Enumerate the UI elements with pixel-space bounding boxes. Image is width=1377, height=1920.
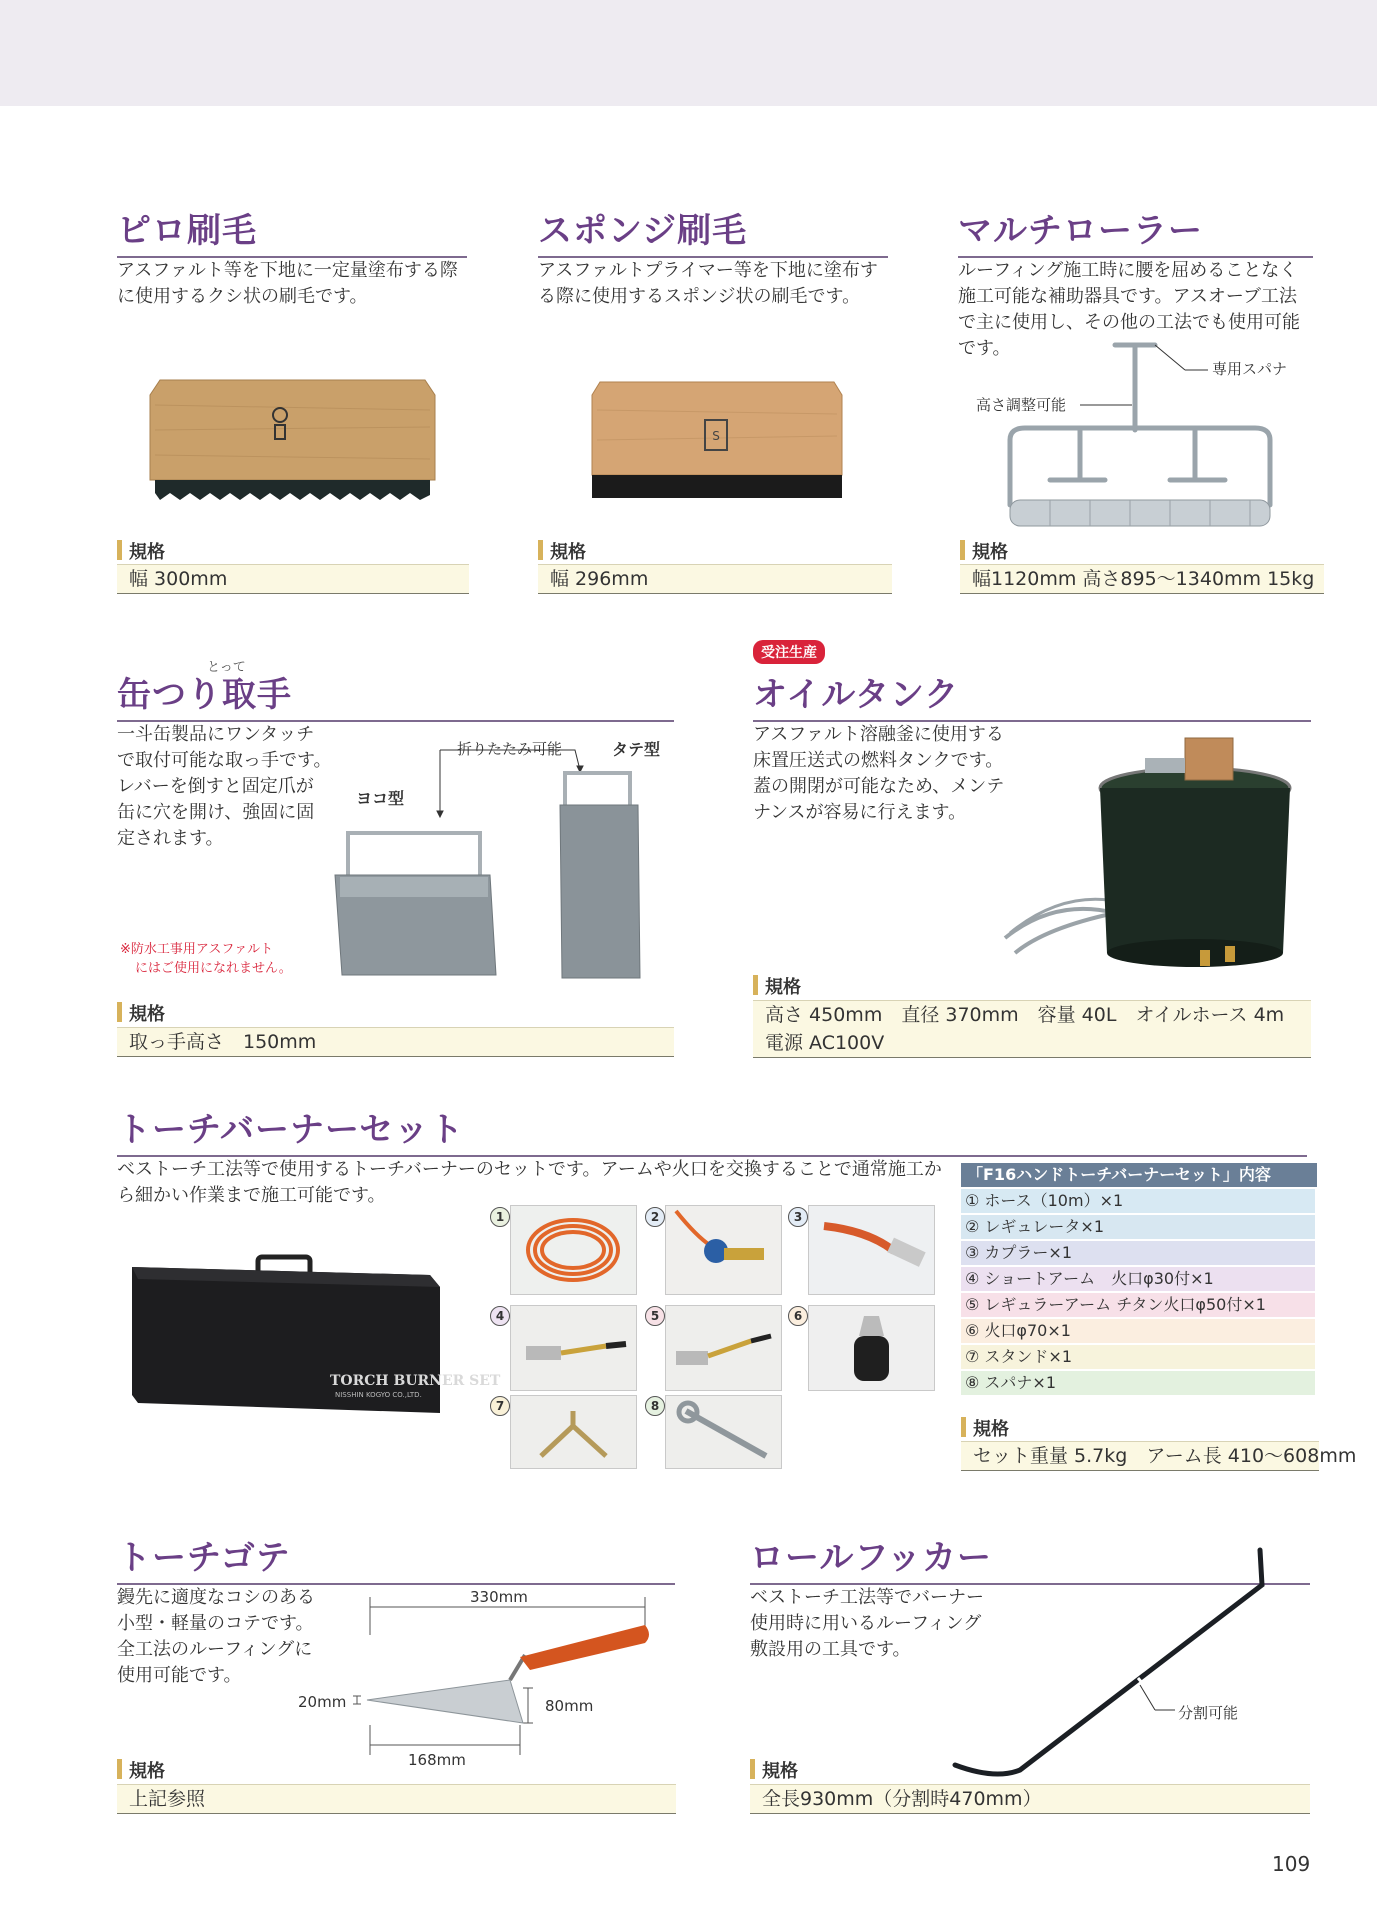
oil-spec xyxy=(753,1000,1311,1058)
torch-case-text: TORCH BURNER SET xyxy=(330,1373,501,1389)
multi-callout-height: 高さ調整可能 xyxy=(976,396,1067,414)
oil-desc: アスファルト溶融釜に使用する 床置圧送式の燃料タンクです。 蓋の開閉が可能なため、メンテ ナンスが容易に行えます。 xyxy=(753,724,1005,823)
trowel-dim-total: 330mm xyxy=(470,1588,528,1606)
torch-photo-spanner xyxy=(665,1395,782,1469)
torch-photo-regulator xyxy=(665,1205,782,1295)
photo-number-1: 1 xyxy=(490,1207,510,1227)
can-label-yoko: ヨコ型 xyxy=(356,789,405,808)
torch-photo-hose xyxy=(510,1205,637,1295)
photo-number-2: 2 xyxy=(645,1207,665,1227)
photo-number-7: 7 xyxy=(490,1396,510,1416)
torch-kit-item-4: ④ ショートアーム 火口φ30付×1 xyxy=(961,1267,1315,1292)
trowel-title: トーチゴテ xyxy=(117,1530,675,1585)
multi-desc: ルーフィング施工時に腰を屈めることなく 施工可能な補助器具です。アスオーブ工法 で主に使用し、その他の工法でも使用可能 です。 xyxy=(958,260,1300,359)
can-ruby: とって xyxy=(207,660,246,675)
photo-number-8: 8 xyxy=(645,1396,665,1416)
torch-title: トーチバーナーセット xyxy=(117,1102,1307,1157)
photo-number-4: 4 xyxy=(490,1306,510,1326)
hooker-spec: 全長930mm（分割時470mm） xyxy=(750,1784,1310,1814)
can-spec-label: 規格 xyxy=(117,1000,165,1026)
oil-spec-line1: 高さ 450mm 直径 370mm 容量 40L オイルホース 4m xyxy=(765,1004,1285,1026)
can-desc: 一斗缶製品にワンタッチ で取付可能な取っ手です。 レバーを倒すと固定爪が 缶に穴を開け、強固に固 定されます。 xyxy=(117,724,332,849)
trowel-dim-blade: 168mm xyxy=(408,1751,466,1769)
torch-kit-item-1: ① ホース（10m）×1 xyxy=(961,1189,1315,1214)
piro-brush-image xyxy=(150,375,435,500)
torch-photo-coupler xyxy=(808,1205,935,1295)
can-handle-image xyxy=(330,745,675,985)
multi-spec: 幅1120mm 高さ895～1340mm 15kg xyxy=(960,564,1324,594)
oil-spec-line2: 電源 AC100V xyxy=(765,1032,885,1054)
hooker-image xyxy=(950,1545,1270,1780)
can-callout-fold: 折りたたみ可能 xyxy=(457,740,563,758)
torch-desc: ベストーチ工法等で使用するトーチバーナーのセットです。アームや火口を交換することで通常施工か ら細かい作業まで施工可能です。 xyxy=(117,1159,942,1206)
torch-kit-title: 「F16ハンドトーチバーナーセット」内容 xyxy=(961,1163,1317,1187)
trowel-dim-width: 80mm xyxy=(545,1697,594,1715)
header-band xyxy=(0,0,1377,106)
torch-photo-short-arm xyxy=(510,1305,637,1391)
svg-text:S: S xyxy=(712,429,720,443)
can-note: ※防水工事用アスファルト にはご使用になれません。 xyxy=(120,942,292,976)
torch-spec: セット重量 5.7kg アーム長 410～608mm xyxy=(961,1441,1319,1471)
oil-tank-image xyxy=(995,728,1305,978)
multi-callout-spanner: 専用スパナ xyxy=(1212,360,1288,378)
torch-spec-label: 規格 xyxy=(961,1415,1009,1441)
torch-photo-regular-arm xyxy=(665,1305,782,1391)
multi-title: マルチローラー xyxy=(958,203,1313,258)
hooker-desc: ベストーチ工法等でバーナー 使用時に用いるルーフィング 敷設用の工具です。 xyxy=(750,1587,984,1660)
piro-spec-label: 規格 xyxy=(117,538,165,564)
torch-kit-item-3: ③ カプラー×1 xyxy=(961,1241,1315,1266)
hooker-title: ロールフッカー xyxy=(750,1530,1310,1585)
sponge-title: スポンジ刷毛 xyxy=(538,203,888,258)
page-number: 109 xyxy=(1272,1852,1311,1876)
trowel-image xyxy=(345,1595,655,1765)
piro-title: ピロ刷毛 xyxy=(117,203,467,258)
hooker-spec-label: 規格 xyxy=(750,1757,798,1783)
oil-spec-label: 規格 xyxy=(753,973,801,999)
trowel-spec-label: 規格 xyxy=(117,1757,165,1783)
torch-case-image xyxy=(130,1255,501,1420)
torch-kit-item-5: ⑤ レギュラーアーム チタン火口φ50付×1 xyxy=(961,1293,1315,1318)
photo-number-3: 3 xyxy=(788,1207,808,1227)
hooker-callout-split: 分割可能 xyxy=(1178,1704,1239,1722)
can-title: 缶つり取手 xyxy=(117,667,674,722)
trowel-desc: 鏝先に適度なコシのある 小型・軽量のコテです。 全工法のルーフィングに 使用可能です。 xyxy=(117,1587,315,1686)
trowel-dim-tip: 20mm xyxy=(298,1693,347,1711)
torch-case-subtext: NISSHIN KOGYO CO.,LTD. xyxy=(335,1391,422,1399)
piro-desc: アスファルト等を下地に一定量塗布する際 に使用するクシ状の刷毛です。 xyxy=(117,260,458,307)
torch-kit-item-2: ② レギュレータ×1 xyxy=(961,1215,1315,1240)
piro-spec: 幅 300mm xyxy=(117,564,469,594)
photo-number-5: 5 xyxy=(645,1306,665,1326)
torch-photo-stand xyxy=(510,1395,637,1469)
multi-spec-label: 規格 xyxy=(960,538,1008,564)
can-label-tate: タテ型 xyxy=(612,740,661,759)
torch-kit-item-6: ⑥ 火口φ70×1 xyxy=(961,1319,1315,1344)
can-spec: 取っ手高さ 150mm xyxy=(117,1027,674,1057)
sponge-brush-image xyxy=(592,380,842,498)
oil-badge: 受注生産 xyxy=(753,640,825,664)
oil-title: オイルタンク xyxy=(753,667,1311,722)
sponge-desc: アスファルトプライマー等を下地に塗布す る際に使用するスポンジ状の刷毛です。 xyxy=(538,260,878,307)
torch-kit-item-8: ⑧ スパナ×1 xyxy=(961,1371,1315,1396)
torch-photo-nozzle xyxy=(808,1305,935,1391)
trowel-spec: 上記参照 xyxy=(117,1784,676,1814)
sponge-spec-label: 規格 xyxy=(538,538,586,564)
photo-number-6: 6 xyxy=(788,1306,808,1326)
sponge-spec: 幅 296mm xyxy=(538,564,892,594)
torch-kit-item-7: ⑦ スタンド×1 xyxy=(961,1345,1315,1370)
